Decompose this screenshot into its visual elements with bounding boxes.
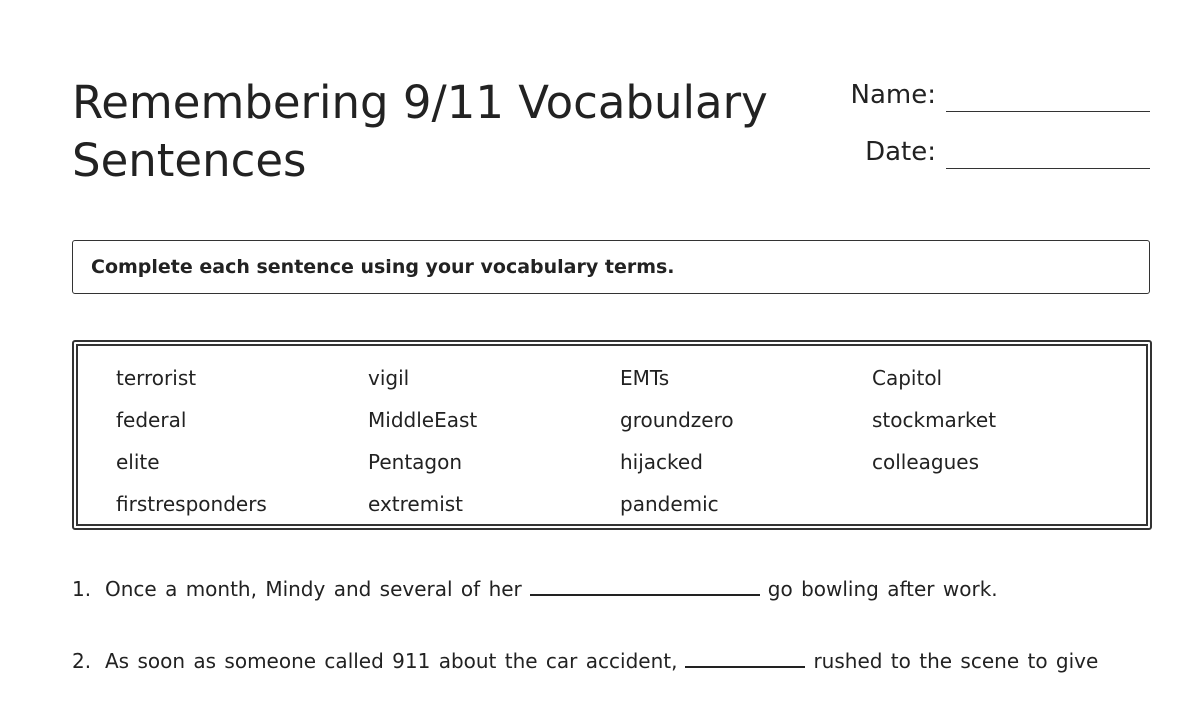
- word-bank: [72, 340, 1152, 530]
- name-label: Name:: [850, 80, 936, 110]
- word-bank-item: EMTs: [620, 366, 670, 390]
- instructions-box: [72, 240, 1150, 294]
- word-bank-item: MiddleEast: [368, 408, 478, 432]
- name-field: [851, 78, 1150, 112]
- question-text-after: go bowling after work.: [767, 577, 998, 601]
- question-number: 1.: [72, 577, 92, 601]
- word-bank-item: hijacked: [620, 450, 703, 474]
- word-bank-item: groundzero: [620, 408, 734, 432]
- date-label: Date:: [865, 137, 936, 167]
- name-line: [946, 83, 1150, 112]
- worksheet-title: Remembering 9/11 Vocabulary Sentences: [72, 76, 768, 187]
- date-field: [865, 135, 1150, 169]
- question-number: 2.: [72, 649, 92, 673]
- question-item: [72, 568, 1152, 604]
- word-bank-grid: [116, 360, 1146, 528]
- date-line: [946, 140, 1150, 169]
- word-bank-item: federal: [116, 408, 187, 432]
- question-text-before: Once a month, Mindy and several of her: [105, 577, 522, 601]
- answer-blank[interactable]: [685, 640, 805, 668]
- question-list: [72, 568, 1152, 712]
- question-text-after: rushed to the scene to give: [813, 649, 1099, 673]
- word-bank-item: pandemic: [620, 492, 719, 516]
- question-item: [72, 640, 1152, 676]
- instructions-text: Complete each sentence using your vocabulary terms.: [91, 256, 675, 278]
- answer-blank[interactable]: [530, 568, 760, 596]
- word-bank-item: vigil: [368, 366, 410, 390]
- word-bank-item: extremist: [368, 492, 464, 516]
- word-bank-item: Capitol: [872, 366, 943, 390]
- word-bank-item: firstresponders: [116, 492, 267, 516]
- word-bank-item: Pentagon: [368, 450, 463, 474]
- word-bank-item: colleagues: [872, 450, 980, 474]
- question-text-before: As soon as someone called 911 about the car accident,: [105, 649, 678, 673]
- word-bank-item: stockmarket: [872, 408, 997, 432]
- word-bank-item: terrorist: [116, 366, 197, 390]
- word-bank-item: elite: [116, 450, 160, 474]
